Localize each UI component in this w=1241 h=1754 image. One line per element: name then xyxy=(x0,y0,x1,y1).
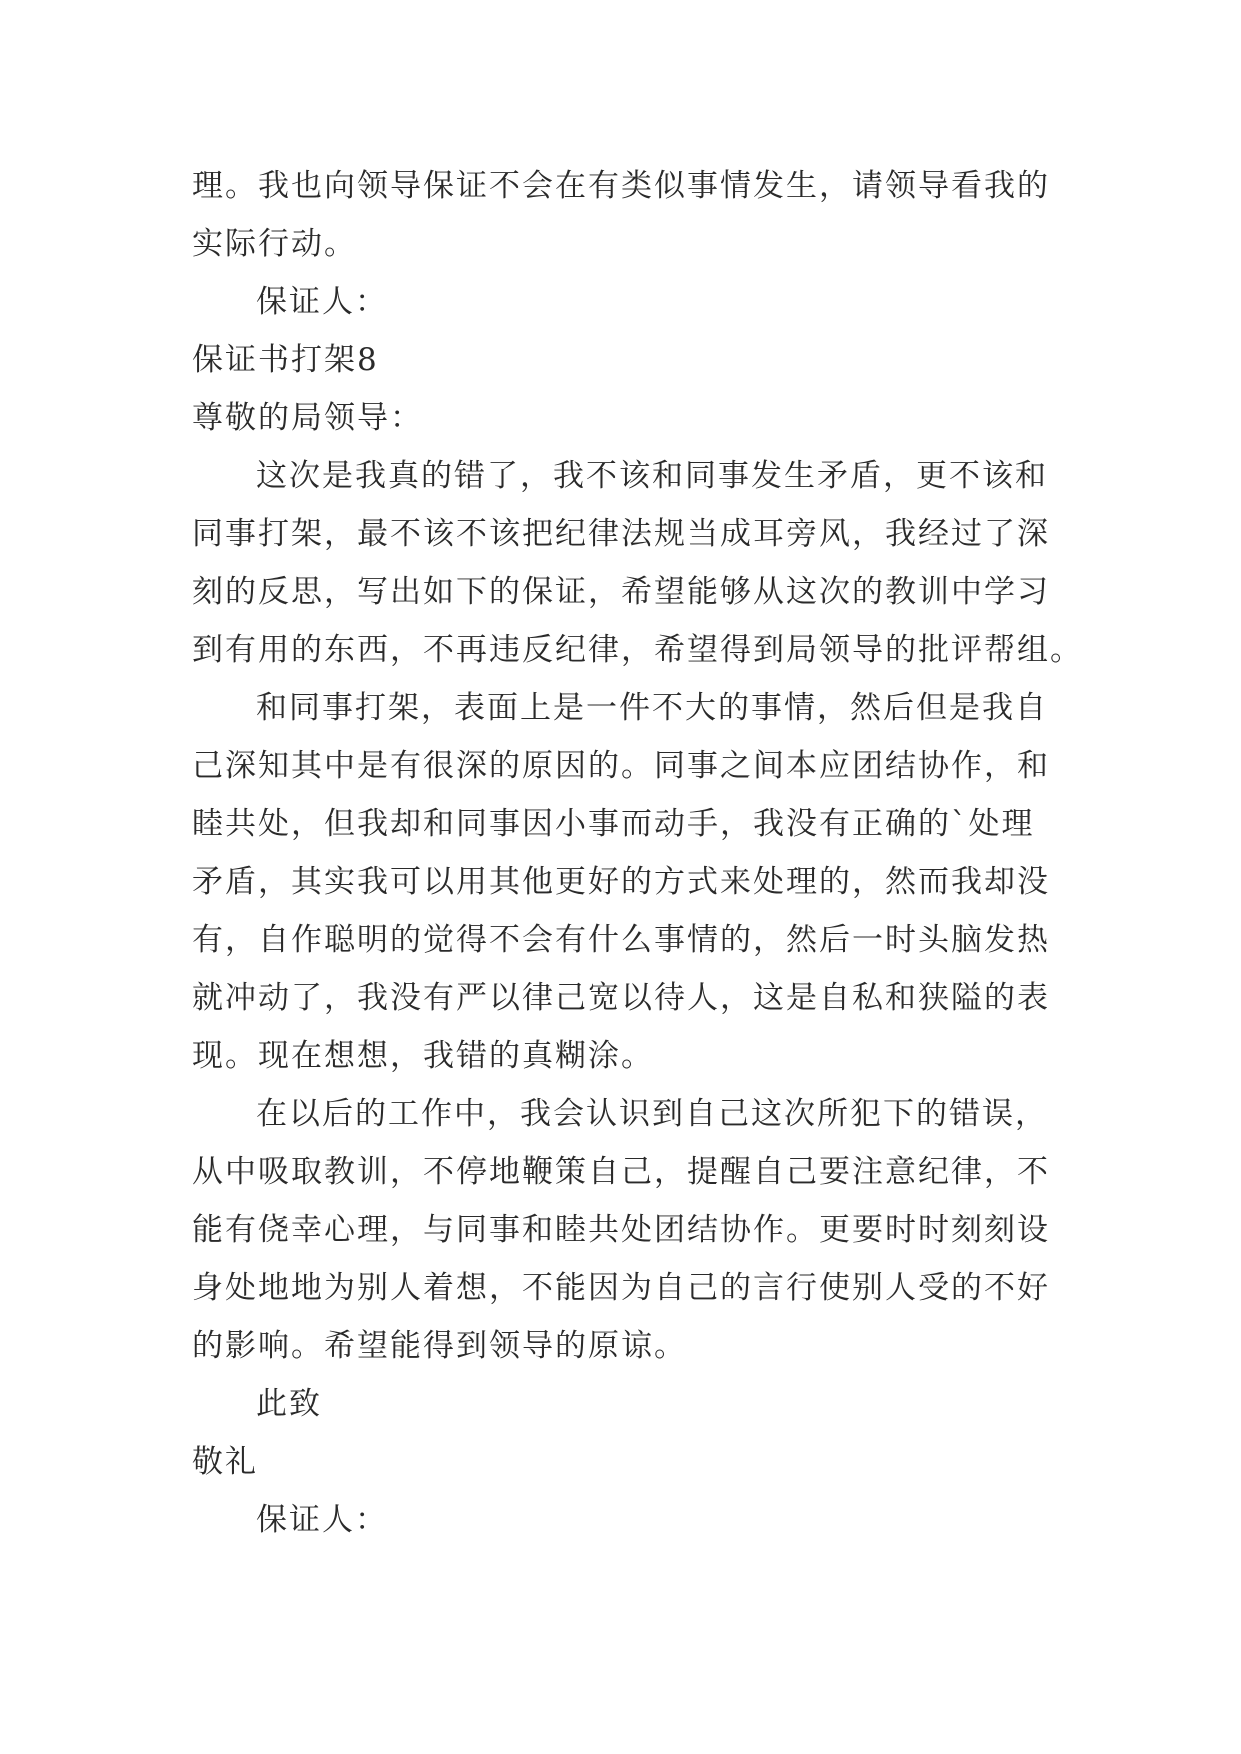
document-body xyxy=(192,157,1083,1549)
text-line: 在以后的工作中，我会认识到自己这次所犯下的错误， xyxy=(256,1096,1048,1132)
text-line: 刻的反思，写出如下的保证，希望能够从这次的教训中学习 xyxy=(192,574,1050,610)
text-line: 能有侥幸心理，与同事和睦共处团结协作。更要时时刻刻设 xyxy=(192,1212,1050,1248)
closing-regards: 敬礼 xyxy=(192,1444,258,1480)
text-line: 睦共处，但我却和同事因小事而动手，我没有正确的`处理 xyxy=(192,806,1035,842)
text-line: 现。现在想想，我错的真糊涂。 xyxy=(192,1038,654,1074)
closing-line: 此致 xyxy=(256,1386,322,1422)
text-line: 有，自作聪明的觉得不会有什么事情的，然后一时头脑发热 xyxy=(192,922,1050,958)
text-line: 就冲动了，我没有严以律己宽以待人，这是自私和狭隘的表 xyxy=(192,980,1050,1016)
text-line: 从中吸取教训，不停地鞭策自己，提醒自己要注意纪律，不 xyxy=(192,1154,1050,1190)
text-line: 己深知其中是有很深的原因的。同事之间本应团结协作，和 xyxy=(192,748,1050,784)
section-heading: 保证书打架8 xyxy=(192,342,379,378)
salutation: 尊敬的局领导： xyxy=(192,400,423,436)
text-line: 到有用的东西，不再违反纪律，希望得到局领导的批评帮组。 xyxy=(192,632,1083,668)
guarantor-signature-line: 保证人： xyxy=(256,284,388,320)
text-line: 的影响。希望能得到领导的原谅。 xyxy=(192,1328,687,1364)
text-line: 实际行动。 xyxy=(192,226,357,262)
text-line: 矛盾，其实我可以用其他更好的方式来处理的，然而我却没 xyxy=(192,864,1050,900)
text-line: 同事打架，最不该不该把纪律法规当成耳旁风，我经过了深 xyxy=(192,516,1050,552)
text-line: 这次是我真的错了，我不该和同事发生矛盾，更不该和 xyxy=(256,458,1048,494)
text-line: 理。我也向领导保证不会在有类似事情发生，请领导看我的 xyxy=(192,168,1050,204)
text-line: 和同事打架，表面上是一件不大的事情，然后但是我自 xyxy=(256,690,1048,726)
guarantor-signature-line: 保证人： xyxy=(256,1502,388,1538)
text-line: 身处地地为别人着想，不能因为自己的言行使别人受的不好 xyxy=(192,1270,1050,1306)
